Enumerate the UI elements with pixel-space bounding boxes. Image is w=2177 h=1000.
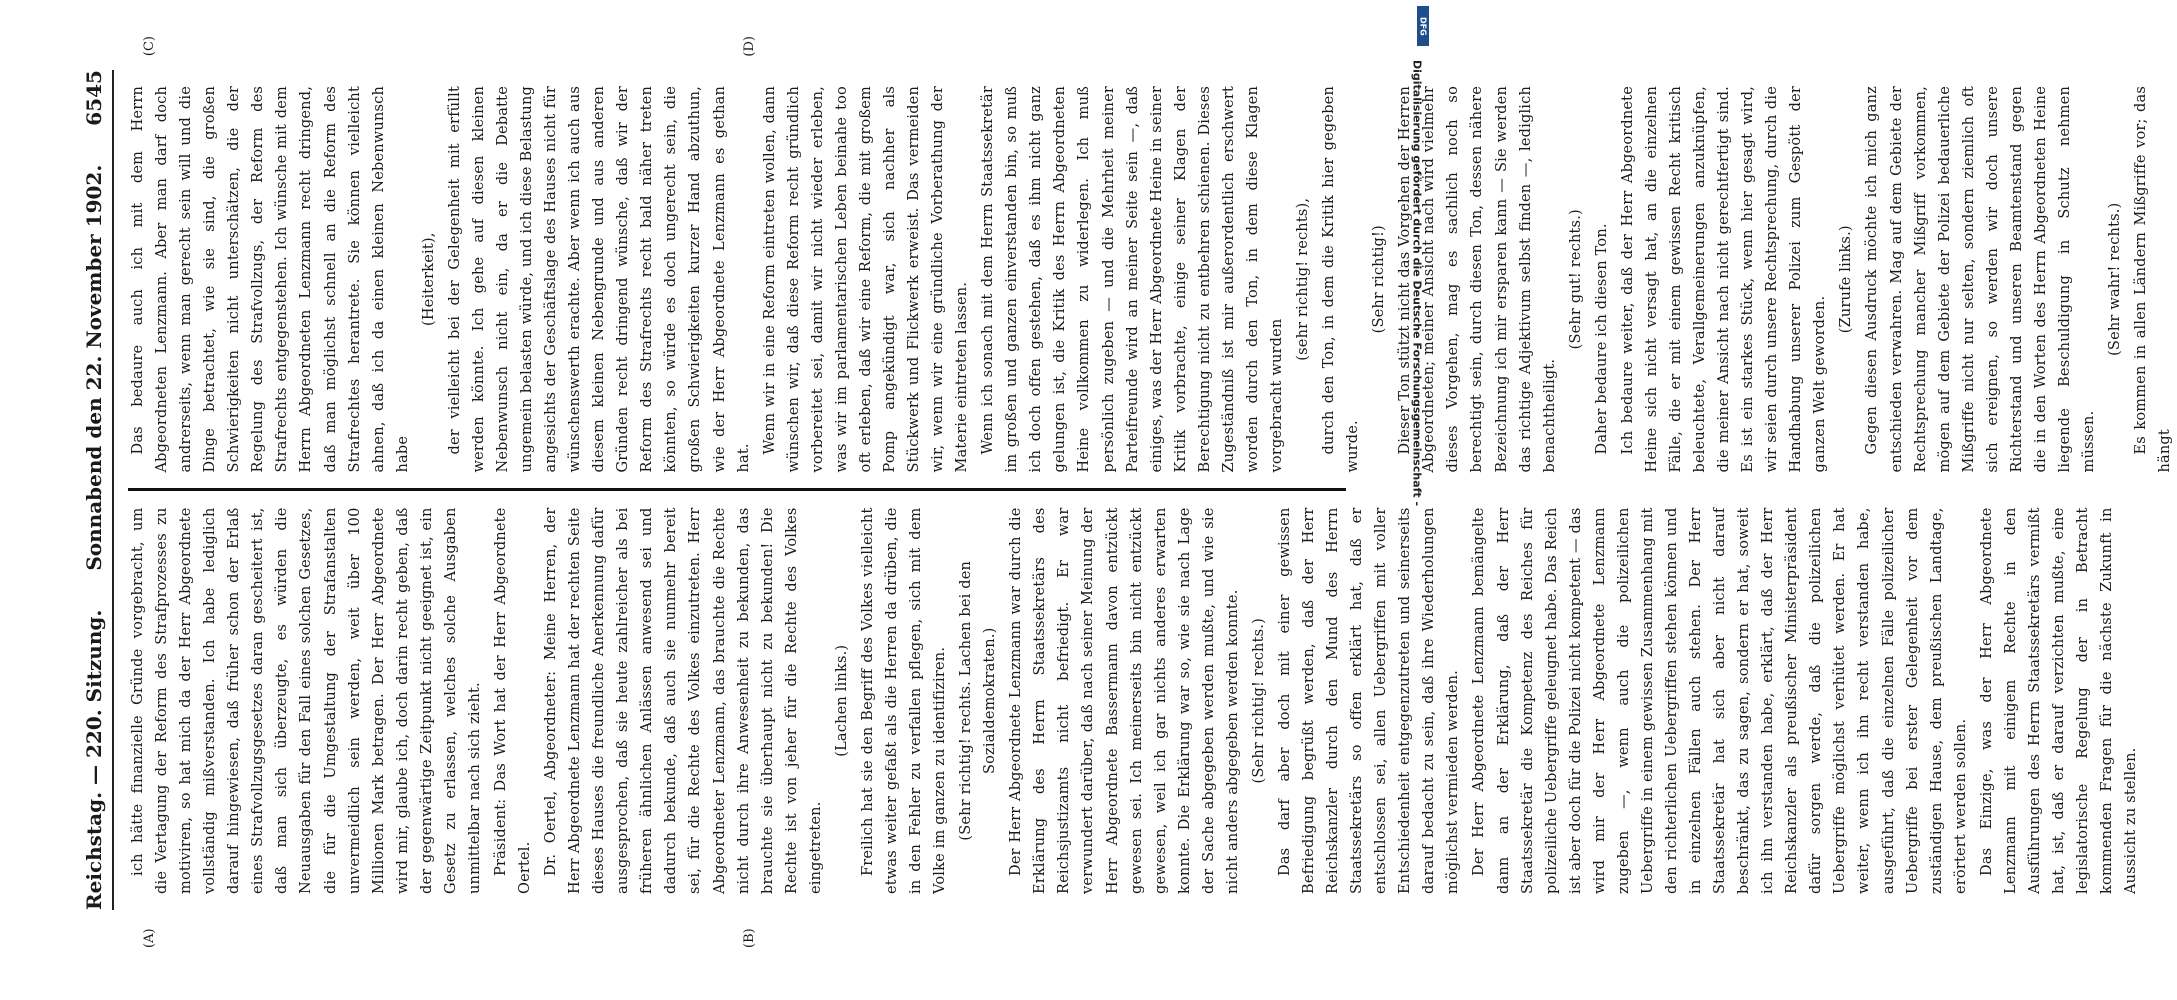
paragraph: Dieser Ton stützt nicht das Vorgehen der Herren Abgeordneten; meiner Ansicht nach wird vielmehr dieses Vorgehen, mag es sachlich noch so berechtigt sein, durch diesen Ton, dessen nähere Bezeichnung ich mir ersparen kann — Sie werden das richtige Adjektivum selbst finden —, lediglich benachtheiligt. — [1397, 86, 1558, 473]
margin-marker-c: (C) — [142, 36, 157, 57]
paragraph: Freilich hat sie den Begriff des Volkes vielleicht etwas weiter gefaßt als die Herren da drüben, die in den Fehler zu verfallen pflegen, sich mit dem Volke im ganzen zu identifiziren. — [859, 507, 949, 894]
paragraph: (Heiterkeit), — [420, 232, 437, 327]
paragraph: der vielleicht bei der Gelegenheit mit erfüllt werden könnte. Ich gehe auf diesen kleinen Nebenwunsch nicht ein, da er die Debatte ungemein belasten würde, und ich diese Belastung angesichts der Geschäftslage des Hauses nicht für wünschenswerth erachte. Aber wenn ich auch aus diesem kleinen Nebengrunde und aus anderen Gründen recht dringend wünsche, daß wir der Reform des Strafrechts recht bald näher treten könnten, so würde es doch ungerecht sein, die großen Schwierigkeiten kurzer Hand abzuthun, wie der Herr Abgeordnete Lenzmann es gethan hat. — [446, 86, 752, 473]
paragraph: Der Herr Abgeordnete Lenzmann bemängelte dann an der Erklärung, daß der Herr Staatssekretär die Kompetenz des Reiches für polizeiliche Uebergriffe geleugnet habe. Das Reich ist aber doch für die Polizei nicht kompetent — das wird mir der Herr Abgeordnete Lenzmann zugeben —, wenn auch die polizeilichen Uebergriffe in einem gewissen Zusammenhang mit den richterlichen Uebergriffen stehen können und in einzelnen Fällen auch stehen. Der Herr Staatssekretär hat sich aber nicht darauf beschränkt, das zu sagen, sondern er hat, soweit ich ihn verstanden habe, erklärt, daß der Herr Reichskanzler als preußischer Ministerpräsident dafür sorgen werde, daß die polizeilichen Uebergriffe möglichst verhütet werden. Er hat weiter, wenn ich ihn recht verstanden habe, ausgeführt, daß die einzelnen Fälle polizeilicher Uebergriffe bei erster Gelegenheit vor dem zuständigen Hause, dem preußischen Landtage, erörtert werden sollen. — [1471, 507, 1969, 894]
page-header — [82, 70, 114, 910]
paragraph: ich hätte finanzielle Gründe vorgebracht, um die Vertagung der Reform des Strafprozesses zu motiviren, so hat mich da der Herr Abgeordnete vollständig mißverstanden. Ich habe lediglich darauf hingewiesen, daß früher schon der Erlaß eines Strafvollzugsgesetzes daran gescheitert ist, daß man sich überzeugte, es würden die Neuausgaben für den Fall eines solchen Gesetzes, die für die Umgestaltung der Strafanstalten unvermeidlich sein werden, weit über 100 Millionen Mark betragen. Der Herr Abgeordnete wird mir, glaube ich, doch darin recht geben, daß der gegenwärtige Zeitpunkt nicht geeignet ist, ein Gesetz zu erlassen, welches solche Ausgaben unmittelbar nach sich zieht. — [130, 507, 483, 894]
margin-marker-d: (D) — [742, 36, 757, 57]
paragraph: Daher bedaure ich diesen Ton. — [1593, 223, 1610, 455]
header-page-number: 6545 — [82, 70, 106, 126]
paragraph: (Sehr gut! rechts.) — [1567, 209, 1584, 350]
paragraph: Wenn wir in eine Reform eintreten wollen, dann wünschen wir, daß diese Reform recht gründlich vorbereitet sei, damit wir nicht wieder erleben, was wir im parlamentarischen Leben beinahe too oft erleben, daß wir eine Reform, die mit großem Pomp angekündigt war, sich nachher als Stückwerk und Flickwerk erweist. Das vermeiden wir, wenn wir eine gründliche Vorberathung der Materie eintreten lassen. — [761, 86, 971, 473]
paragraph: (Sehr richtig! rechts. Lachen bei den Sozialdemokraten.) — [958, 560, 999, 841]
paragraph: Wenn ich sonach mit dem Herrn Staatssekretär im großen und ganzen einverstanden bin, so muß ich doch offen gestehen, daß es ihm nicht ganz gelungen ist, die Kritik des Herrn Abgeordneten Heine vollkommen zu widerlegen. Ich muß persönlich zugeben — und die Mehrheit meiner Parteifreunde wird an meiner Seite sein —, daß einiges, was der Herr Abgeordnete Heine in seiner Kritik vorbrachte, einige seiner Klagen der Berechtigung nicht zu entbehren schienen. Dieses Zugeständniß ist mir außerordentlich erschwert worden durch den Ton, in dem diese Klagen vorgebracht wurden — [980, 86, 1285, 473]
paragraph: (Sehr richtig!) — [1371, 225, 1388, 334]
paragraph: (Sehr richtig! rechts.) — [1250, 618, 1267, 784]
paragraph: Der Herr Abgeordnete Lenzmann war durch die Erklärung des Herrn Staatssekretärs des Reichsjustizamts nicht befriedigt. Er war verwundert darüber, daß nach seiner Meinung der Herr Abgeordnete Bassermann davon entzückt gewesen sei. Ich meinerseits bin nicht entzückt gewesen, weil ich gar nichts anderes erwarten konnte. Die Erklärung war so, wie sie nach Lage der Sache abgegeben werden mußte, und wie sie nicht anders abgegeben werden konnte. — [1008, 507, 1241, 894]
paragraph: Es kommen in allen Ländern Mißgriffe vor; das hängt — [2133, 86, 2174, 473]
paragraph: Das darf aber doch mit einer gewissen Befriedigung begrüßt werden, daß der Herr Reichskanzler durch den Mund des Herrn Staatssekretärs so offen erklärt hat, daß er entschlossen sei, allen Uebergriffen mit voller Entschiedenheit entgegenzutreten und seinerseits darauf bedacht zu sein, daß ihre Wiederholungen möglichst vermieden werden. — [1276, 507, 1462, 894]
paragraph: (Zurufe links.) — [1838, 225, 1855, 334]
header-date: Sonnabend den 22. November 1902. — [82, 164, 106, 571]
paragraph: Ich bedaure weiter, daß der Herr Abgeordnete Heine sich nicht versagt hat, an die einzelnen Fälle, die er mit einem gewissen Recht kritisch beleuchtete, Verallgemeinerungen anzuknüpfen, die meiner Ansicht nach nicht gerechtfertigt sind. Es ist ein starkes Stück, wenn hier gesagt wird, wir seien durch unsere Rechtsprechung, durch die Handhabung unserer Polizei zum Gespött der ganzen Welt geworden. — [1619, 86, 1829, 473]
dfg-logo: DFG — [1417, 6, 1429, 46]
margin-marker-a: (A) — [142, 928, 157, 948]
paragraph: Gegen diesen Ausdruck möchte ich mich ganz entschieden verwahren. Mag auf dem Gebiete der Rechtsprechung mancher Mißgriff vorkommen, mögen auf dem Gebiete der Polizei bedauerliche Mißgriffe nicht nur selten, sondern ziemlich oft sich ereignen, so werden wir doch unsere Richterstand und unseren Beamtenstand gegen die in den Worten des Herrn Abgeordneten Heine liegende Beschuldigung in Schutz nehmen müssen. — [1864, 86, 2097, 473]
credit-text: Digitalisierung gefördert durch die Deutsche Forschungsgemeinschaft - — [1410, 60, 1424, 507]
paragraph: Das bedaure auch ich mit dem Herrn Abgeordneten Lenzmann. Aber man darf doch andrerseits, wenn man gerecht sein will und die Dinge betrachtet, wie sie sind, die großen Schwierigkeiten nicht unterschätzen, die der Regelung des Strafvollzugs, der Reform des Strafrechts entgegenstehen. Ich wünsche mit dem Herrn Abgeordneten Lenzmann recht dringend, daß man möglichst schnell an die Reform des Strafrechtes herantrete. Sie können vielleicht ahnen, daß ich da einen kleinen Nebenwunsch habe — [130, 86, 411, 473]
paragraph: durch den Ton, in dem die Kritik hier gegeben wurde. — [1321, 86, 1362, 473]
paragraph: (Lachen links.) — [833, 644, 850, 757]
left-column — [122, 492, 2140, 911]
paragraph: Das Einzige, was der Herr Abgeordnete Lenzmann mit einigem Rechte in den Ausführungen des Herrn Staatssekretärs vermißt hat, ist, daß er darauf verzichten mußte, eine legislatorische Regelung der in Betracht kommenden Fragen für die nächste Zukunft in Aussicht zu stellen. — [1978, 507, 2140, 894]
header-session: Reichstag. — 220. Sitzung. — [82, 609, 106, 910]
paragraph: (Sehr wahr! rechts.) — [2107, 202, 2124, 356]
paragraph: (sehr richtig! rechts), — [1295, 197, 1311, 361]
column-rule — [128, 489, 1346, 492]
margin-marker-b: (B) — [742, 928, 757, 948]
paragraph: Dr. Oertel, Abgeordneter: Meine Herren, der Herr Abgeordnete Lenzmann hat der rechten Seite dieses Hauses die freundliche Anerkennung dafür ausgesprochen, daß sie heute zahlreicher als bei früheren ähnlichen Anlässen anwesend sei und dadurch bekunde, daß auch sie nunmehr bereit sei, für die Rechte des Volkes einzutreten. Herr Abgeordneter Lenzmann, das brauchte die Rechte nicht durch ihre Anwesenheit zu bekunden, das brauchte sie überhaupt nicht zu bekunden! Die Rechte ist von jeher für die Rechte des Volkes eingetreten. — [543, 507, 824, 894]
digitization-credit — [1408, 0, 1426, 1000]
paragraph: Präsident: Das Wort hat der Herr Abgeordnete Oertel. — [492, 507, 533, 894]
